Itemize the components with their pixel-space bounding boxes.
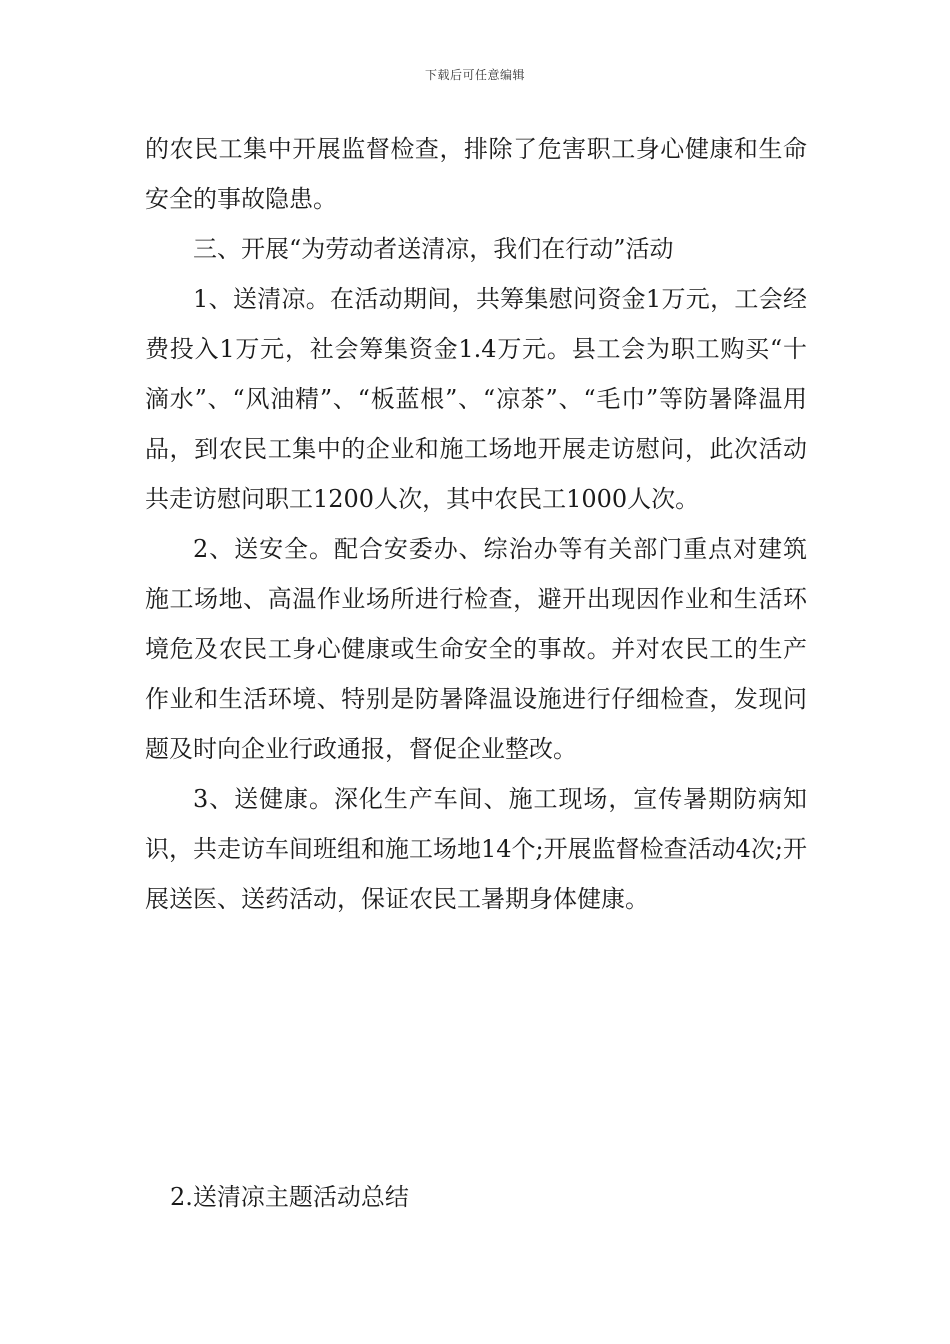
document-body bbox=[145, 124, 807, 924]
paragraph-continuation: 的农民工集中开展监督检查，排除了危害职工身心健康和生命安全的事故隐患。 bbox=[145, 135, 807, 213]
paragraph-send-health: 3、送健康。深化生产车间、施工现场，宣传暑期防病知识，共走访车间班组和施工场地14个;开展监督检查活动4次;开展送医、送药活动，保证农民工暑期身体健康。 bbox=[145, 785, 807, 913]
paragraph-send-cool: 1、送清凉。在活动期间，共筹集慰问资金1万元，工会经费投入1万元，社会筹集资金1.4万元。县工会为职工购买“十滴水”、“风油精”、“板蓝根”、“凉茶”、“毛巾”等防暑降温用品，到农民工集中的企业和施工场地开展走访慰问，此次活动共走访慰问职工1200人次，其中农民工1000人次。 bbox=[145, 285, 807, 513]
paragraph-send-safety: 2、送安全。配合安委办、综治办等有关部门重点对建筑施工场地、高温作业场所进行检查，避开出现因作业和生活环境危及农民工身心健康或生命安全的事故。并对农民工的生产作业和生活环境、特别是防暑降温设施进行仔细检查，发现问题及时向企业行政通报，督促企业整改。 bbox=[145, 535, 807, 763]
section-three-heading: 三、开展“为劳动者送清凉，我们在行动”活动 bbox=[193, 235, 674, 263]
page-header-caption: 下载后可任意编辑 bbox=[424, 68, 525, 82]
next-section-title: 2.送清凉主题活动总结 bbox=[170, 1183, 409, 1211]
